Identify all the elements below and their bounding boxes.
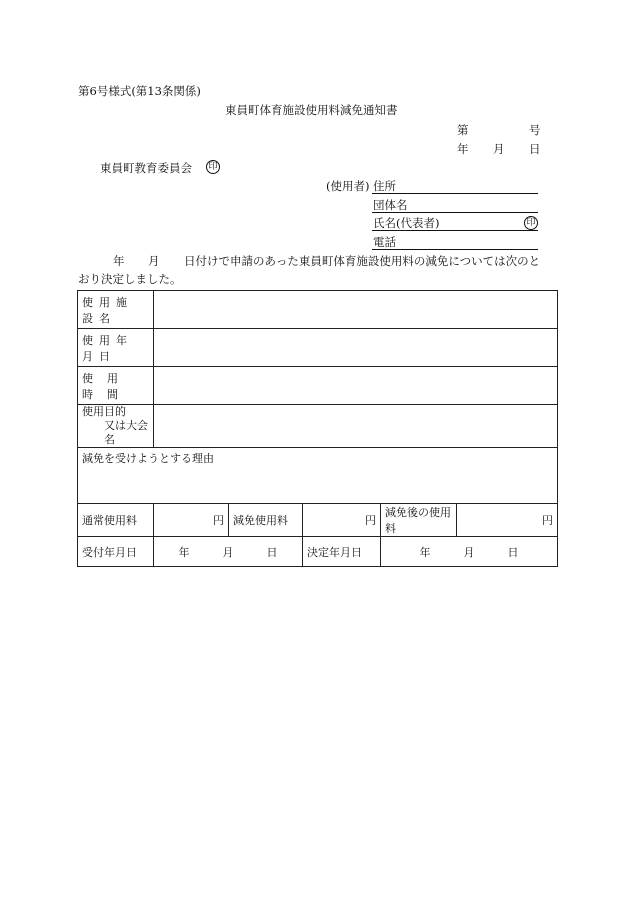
normal-fee-label: 通常使用料: [78, 504, 154, 537]
reduction-fee-label: 減免使用料: [229, 504, 303, 537]
name-label: 氏名(代表者): [373, 216, 440, 230]
body-year: 年: [113, 254, 125, 268]
yen-unit: 円: [365, 514, 376, 527]
use-time-label: 使用時間: [78, 367, 154, 405]
purpose-value[interactable]: [154, 405, 558, 448]
group-line: [372, 212, 538, 213]
seal-icon: 印: [206, 160, 220, 174]
date-month: 月: [493, 142, 505, 156]
applicant-seal-icon: 印: [524, 216, 538, 230]
received-year: 年: [178, 545, 190, 559]
doc-no-go: 号: [529, 123, 541, 137]
decided-month: 月: [463, 545, 475, 559]
decided-day: 日: [507, 545, 519, 559]
facility-label: 使用施設名: [78, 291, 154, 329]
received-date-value[interactable]: [154, 537, 303, 567]
name-line: [372, 230, 538, 231]
group-label: 団体名: [373, 198, 408, 212]
recipient-name: 東員町教育委員会: [100, 161, 192, 175]
received-day: 日: [266, 545, 278, 559]
purpose-label-2: 又は大会名: [104, 419, 148, 446]
phone-label: 電話: [373, 235, 396, 249]
doc-no-dai: 第: [457, 123, 469, 137]
date-year: 年: [457, 142, 469, 156]
yen-unit: 円: [213, 514, 224, 527]
reason-cell[interactable]: [78, 448, 558, 504]
use-date-value[interactable]: [154, 329, 558, 367]
date-day: 日: [529, 142, 541, 156]
page-title: 東員町体育施設使用料減免通知書: [225, 103, 398, 117]
received-month: 月: [222, 545, 234, 559]
after-fee-value[interactable]: [457, 504, 558, 537]
phone-line: [372, 249, 538, 250]
facility-value[interactable]: [154, 291, 558, 329]
use-time-value[interactable]: [154, 367, 558, 405]
purpose-label-1: 使用目的: [82, 405, 126, 418]
reason-label: 減免を受けようとする理由: [82, 452, 214, 465]
decided-year: 年: [419, 545, 431, 559]
form-number: 第6号様式(第13条関係): [78, 84, 201, 98]
body-month: 月: [148, 254, 160, 268]
applicant-prefix: (使用者): [326, 179, 370, 193]
reduction-table: [77, 290, 558, 567]
normal-fee-value[interactable]: [154, 504, 229, 537]
address-line: [372, 193, 538, 194]
body-line1: 日付けで申請のあった東員町体育施設使用料の減免については次のと: [184, 254, 541, 268]
purpose-label: [78, 405, 154, 448]
address-label: 住所: [373, 179, 396, 193]
reduction-fee-value[interactable]: [303, 504, 381, 537]
decided-date-label: 決定年月日: [303, 537, 381, 567]
yen-unit: 円: [542, 514, 554, 527]
received-date-label: 受付年月日: [78, 537, 154, 567]
after-fee-label: 減免後の使用料: [381, 504, 457, 537]
decided-date-value[interactable]: [381, 537, 558, 567]
body-line2: おり決定しました。: [78, 272, 182, 286]
use-date-label: 使用年月日: [78, 329, 154, 367]
